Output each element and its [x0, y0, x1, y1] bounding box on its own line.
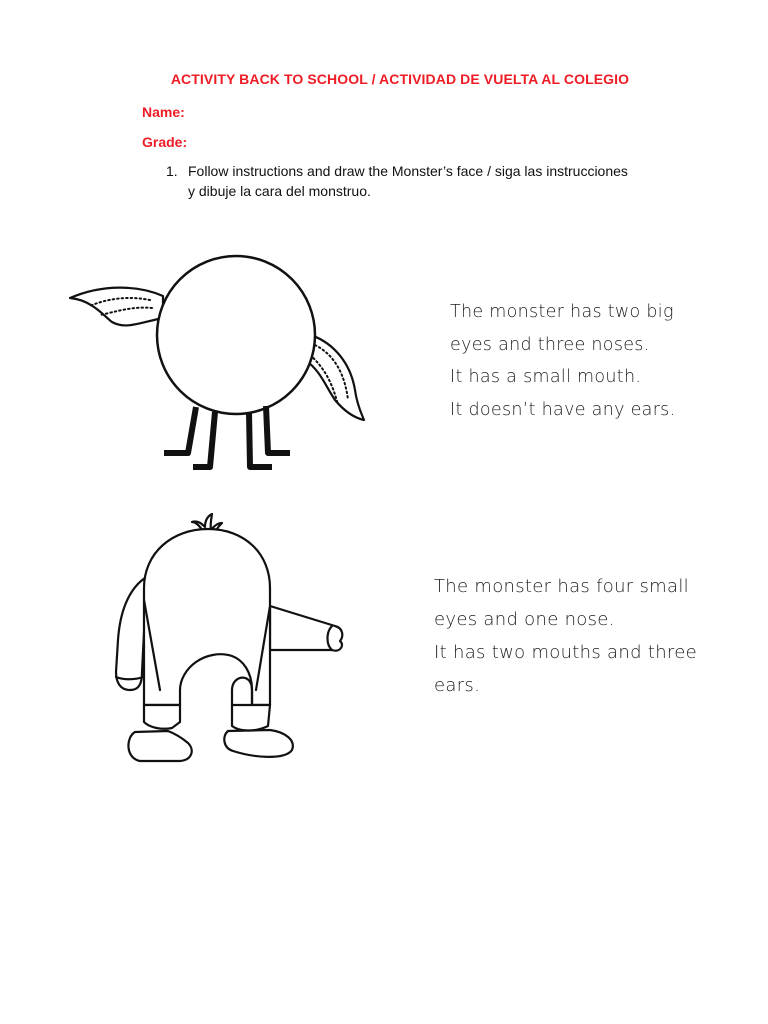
monster-one-line-4: It doesn’t have any ears.: [450, 399, 676, 420]
left-tentacle: [70, 288, 163, 326]
monster-two-description: [434, 570, 697, 702]
monster-two-line-4: ears.: [434, 675, 481, 696]
monster-two-line-2: eyes and one nose.: [434, 609, 615, 630]
leg-1: [164, 407, 196, 453]
round-body: [157, 256, 315, 414]
right-leg: [232, 705, 270, 731]
leg-4: [266, 406, 290, 453]
monster-one-line-3: It has a small mouth.: [450, 367, 642, 387]
monster-two-line-3: It has two mouths and three: [434, 642, 697, 663]
right-foot: [224, 730, 293, 757]
monster-one-line-2: eyes and three noses.: [450, 334, 650, 355]
monster-one-line-1: The monster has two big: [450, 302, 674, 322]
monster-two-line-1: The monster has four small: [434, 576, 689, 597]
tall-body: [144, 529, 270, 705]
name-label: Name:: [142, 104, 185, 120]
left-leg: [144, 705, 180, 729]
instruction-line-2: y dibuje la cara del monstruo.: [188, 183, 371, 199]
monster-two-drawing: [116, 514, 342, 761]
activity-title: ACTIVITY BACK TO SCHOOL / ACTIVIDAD DE VUELTA AL COLEGIO: [170, 71, 630, 87]
monster-one-drawing: [70, 256, 364, 467]
monster-one-description: [450, 296, 675, 426]
grade-label: Grade:: [142, 134, 188, 150]
left-foot: [128, 731, 191, 761]
instruction-line-1: Follow instructions and draw the Monster’s face / siga las instrucciones: [188, 163, 628, 179]
instruction-number: 1.: [166, 163, 178, 179]
